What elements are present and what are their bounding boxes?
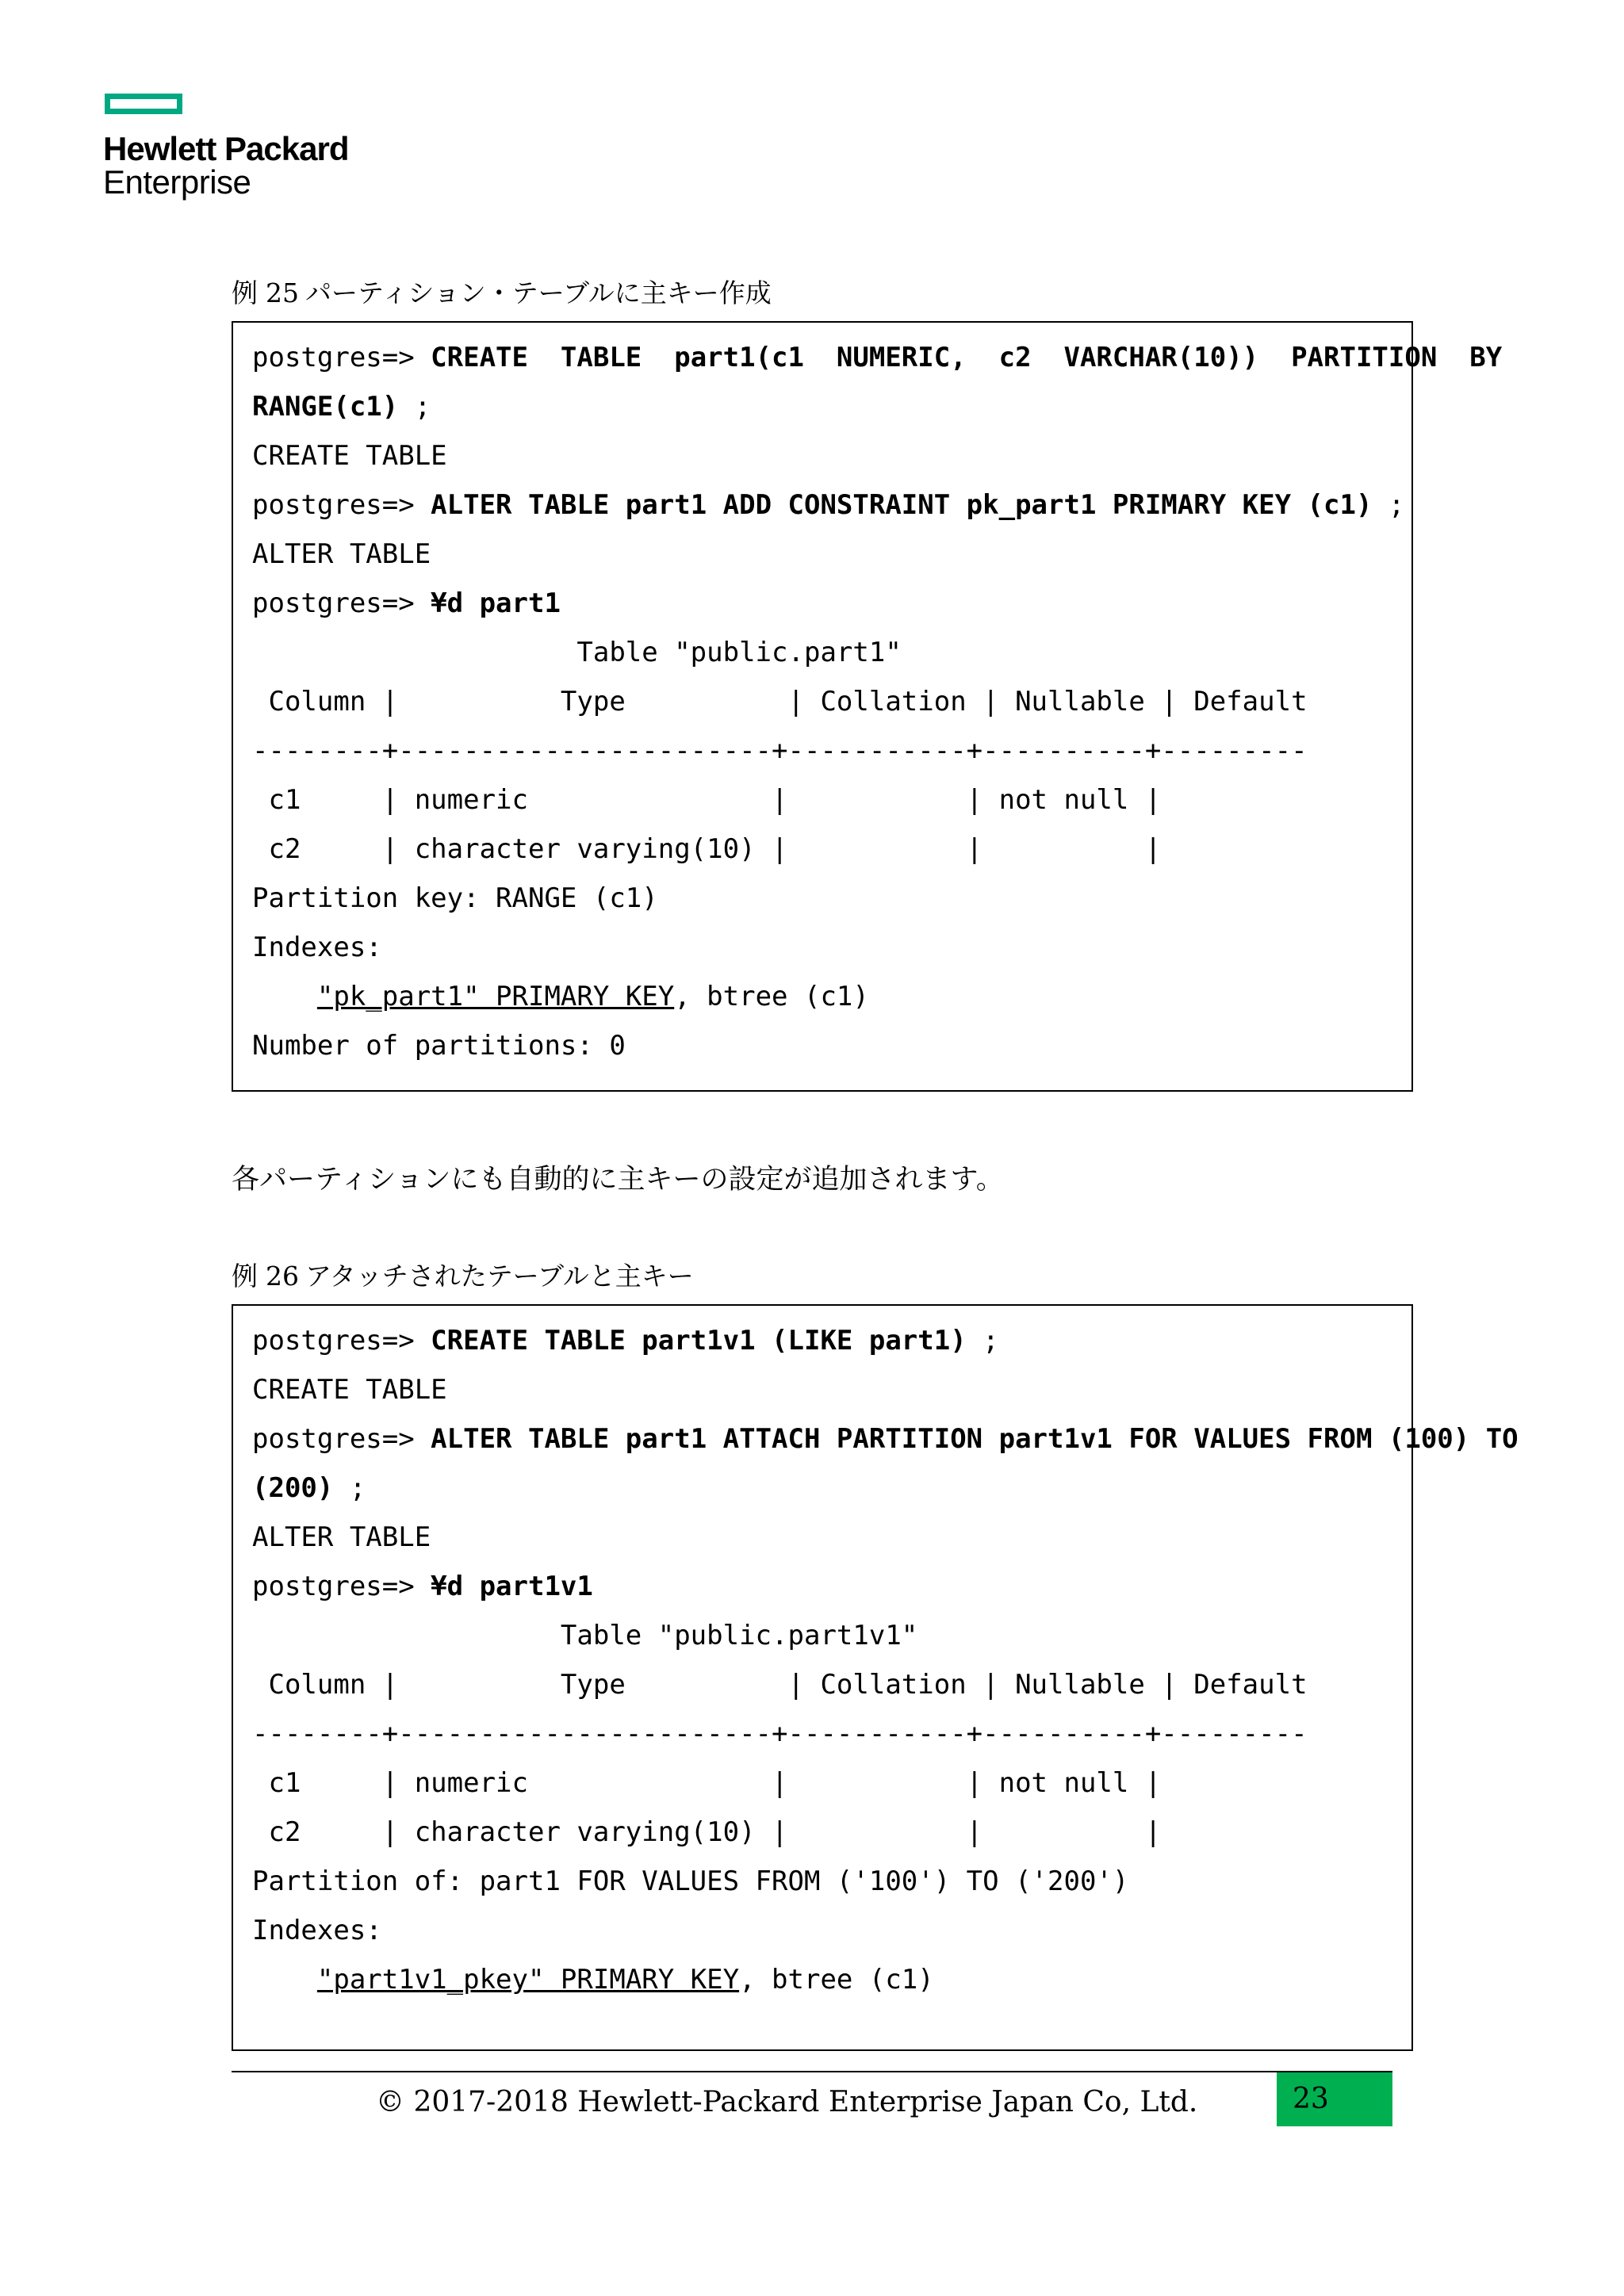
- example-26-caption: [232, 1261, 694, 1292]
- logo-text-line1: Hewlett Packard: [103, 130, 349, 167]
- code-line: [252, 579, 1392, 628]
- prompt: postgres=>: [252, 1325, 431, 1357]
- table-row: c1 | numeric | | not null |: [252, 1767, 1162, 1799]
- command-text: CREATE TABLE part1(c1 NUMERIC, c2 VARCHAR(10)) PARTITION BY: [431, 342, 1503, 373]
- index-details: , btree (c1): [739, 1964, 934, 1996]
- caption-text: パーティション・テーブルに主キー作成: [305, 277, 772, 308]
- indexes-label-line: Indexes:: [252, 932, 382, 963]
- code-line: [252, 1562, 1392, 1611]
- footer-divider: [232, 2071, 1392, 2072]
- caption-number: 25: [266, 277, 299, 308]
- command-terminator: ;: [1372, 489, 1405, 521]
- command-terminator: ;: [966, 1325, 999, 1357]
- footer-copyright: © 2017-2018 Hewlett-Packard Enterprise Japan Co, Ltd.: [376, 2086, 1198, 2118]
- table-separator-line: --------+-----------------------+-----------+----------+---------: [252, 1718, 1308, 1750]
- body-paragraph: 各パーティションにも自動的に主キーの設定が追加されます。: [232, 1164, 1004, 1196]
- code-line: [252, 382, 1392, 431]
- code-line: [252, 1464, 1392, 1513]
- caption-text: アタッチされたテーブルと主キー: [305, 1261, 694, 1292]
- logo-text-line2: Enterprise: [103, 163, 251, 201]
- table-row: c2 | character varying(10) | | |: [252, 1816, 1162, 1848]
- index-details: , btree (c1): [674, 981, 869, 1012]
- partition-count-line: Number of partitions: 0: [252, 1030, 626, 1062]
- code-line: [252, 480, 1405, 530]
- command-terminator: ;: [333, 1472, 366, 1504]
- table-header-line: Column | Type | Collation | Nullable | Default: [252, 1669, 1308, 1701]
- table-separator-line: --------+-----------------------+-----------+----------+---------: [252, 735, 1308, 767]
- indexes-label-line: Indexes:: [252, 1915, 382, 1946]
- table-header-line: Column | Type | Collation | Nullable | Default: [252, 686, 1308, 718]
- hpe-logo-rectangle: [105, 94, 182, 114]
- command-text: (200): [252, 1472, 334, 1504]
- command-text: CREATE TABLE part1v1 (LIKE part1): [431, 1325, 967, 1357]
- example-26-code-box: [232, 1304, 1519, 2051]
- partition-of-line: Partition of: part1 FOR VALUES FROM ('100') TO ('200'): [252, 1866, 1129, 1897]
- prompt: postgres=>: [252, 342, 431, 373]
- table-title-line: Table "public.part1": [252, 637, 902, 668]
- code-line: CREATE TABLE: [252, 440, 447, 472]
- page-number: 23: [1293, 2083, 1329, 2115]
- index-line: [252, 1955, 1392, 2004]
- index-line: [252, 972, 1392, 1021]
- prompt: postgres=>: [252, 489, 431, 521]
- partition-key-line: Partition key: RANGE (c1): [252, 882, 658, 914]
- command-text: ALTER TABLE part1 ATTACH PARTITION part1v1 FOR VALUES FROM (100) TO: [431, 1423, 1519, 1455]
- prompt: postgres=>: [252, 1423, 431, 1455]
- prompt: postgres=>: [252, 1571, 431, 1602]
- index-name-underlined: "part1v1_pkey" PRIMARY KEY: [316, 1964, 740, 1996]
- caption-prefix: 例: [232, 1261, 258, 1292]
- command-text: ¥d part1v1: [431, 1571, 593, 1602]
- code-line: ALTER TABLE: [252, 538, 431, 570]
- page-number-box: [1277, 2072, 1392, 2126]
- command-text: ¥d part1: [431, 587, 561, 619]
- command-text: ALTER TABLE part1 ADD CONSTRAINT pk_part1 PRIMARY KEY (c1): [431, 489, 1373, 521]
- prompt: postgres=>: [252, 587, 431, 619]
- table-row: c2 | character varying(10) | | |: [252, 833, 1162, 865]
- indent: [252, 981, 317, 1012]
- caption-prefix: 例: [232, 277, 258, 308]
- code-line: [252, 1316, 1392, 1365]
- command-text: RANGE(c1): [252, 391, 399, 423]
- table-row: c1 | numeric | | not null |: [252, 784, 1162, 816]
- code-line: CREATE TABLE: [252, 1374, 447, 1406]
- command-terminator: ;: [398, 391, 431, 423]
- example-25-caption: [232, 277, 772, 309]
- code-line: [252, 1414, 1519, 1464]
- index-name-underlined: "pk_part1" PRIMARY KEY: [316, 981, 675, 1012]
- table-title-line: Table "public.part1v1": [252, 1620, 918, 1651]
- example-25-code-box: [232, 321, 1503, 1092]
- code-line: [252, 333, 1503, 382]
- indent: [252, 1964, 317, 1996]
- code-line: ALTER TABLE: [252, 1521, 431, 1553]
- caption-number: 26: [266, 1261, 299, 1292]
